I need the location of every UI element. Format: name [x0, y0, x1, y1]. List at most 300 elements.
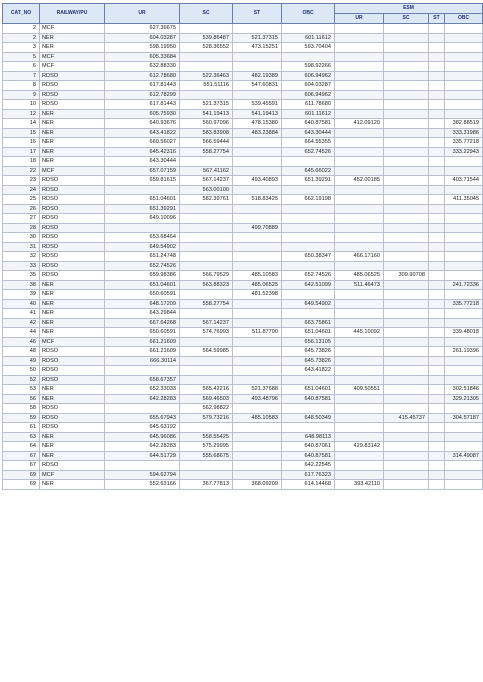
cell-esm-ur — [335, 233, 384, 243]
cell-ur: 643.41822 — [105, 128, 180, 138]
table-row — [3, 385, 483, 395]
cell-st: 539.45591 — [233, 100, 282, 110]
cell-railway-pu: MCF — [40, 24, 105, 34]
cell-esm-sc — [384, 109, 429, 119]
cell-esm-sc — [384, 337, 429, 347]
cell-st — [233, 204, 282, 214]
cell-st: 521.37315 — [233, 33, 282, 43]
cell-railway-pu: MCF — [40, 62, 105, 72]
cell-esm-ur — [335, 33, 384, 43]
cell-ur: 627.36675 — [105, 24, 180, 34]
cell-st: 485.10583 — [233, 413, 282, 423]
cell-cat-no: 30 — [3, 233, 40, 243]
cell-esm-sc — [384, 62, 429, 72]
cell-esm-sc — [384, 233, 429, 243]
cell-ur: 659.98386 — [105, 271, 180, 281]
cell-esm-ur: 485.06525 — [335, 271, 384, 281]
cell-obc: 649.54902 — [282, 299, 335, 309]
table-row — [3, 442, 483, 452]
cell-esm-ur — [335, 309, 384, 319]
cell-sc: 560.97096 — [180, 119, 233, 129]
cell-obc: 593.70404 — [282, 43, 335, 53]
table-row — [3, 185, 483, 195]
table-row — [3, 394, 483, 404]
cell-esm-obc — [445, 223, 483, 233]
cell-esm-sc — [384, 309, 429, 319]
cell-esm-sc — [384, 404, 429, 414]
cell-esm-st — [429, 223, 445, 233]
cell-ur: 651.39291 — [105, 204, 180, 214]
cell-sc: 574.76993 — [180, 328, 233, 338]
cell-st — [233, 299, 282, 309]
cell-esm-obc — [445, 90, 483, 100]
cell-st — [233, 24, 282, 34]
cell-esm-sc — [384, 432, 429, 442]
cell-esm-ur: 466.17160 — [335, 252, 384, 262]
cell-esm-sc — [384, 185, 429, 195]
cell-esm-sc — [384, 81, 429, 91]
cell-st — [233, 90, 282, 100]
cell-cat-no: 53 — [3, 385, 40, 395]
cell-obc — [282, 24, 335, 34]
cell-railway-pu: RDSO — [40, 423, 105, 433]
cell-st — [233, 356, 282, 366]
cell-ur: 652.74526 — [105, 261, 180, 271]
cell-obc: 640.87581 — [282, 451, 335, 461]
header-esm-obc: OBC — [445, 14, 483, 24]
cell-ur: 648.17209 — [105, 299, 180, 309]
table-row — [3, 90, 483, 100]
cell-esm-obc — [445, 43, 483, 53]
cell-esm-st — [429, 185, 445, 195]
table-row — [3, 204, 483, 214]
header-esm-ur: UR — [335, 14, 384, 24]
cell-esm-sc — [384, 461, 429, 471]
table-row — [3, 328, 483, 338]
cell-esm-sc — [384, 451, 429, 461]
cell-esm-obc: 302.51846 — [445, 385, 483, 395]
cell-st — [233, 432, 282, 442]
cell-sc: 564.59985 — [180, 347, 233, 357]
cell-railway-pu: RDSO — [40, 261, 105, 271]
cell-st: 473.15251 — [233, 43, 282, 53]
cell-cat-no: 23 — [3, 176, 40, 186]
cell-ur — [105, 223, 180, 233]
cell-sc — [180, 24, 233, 34]
table-row — [3, 299, 483, 309]
cell-esm-st — [429, 62, 445, 72]
cell-st: 368.09209 — [233, 480, 282, 490]
table-row — [3, 413, 483, 423]
cell-obc — [282, 242, 335, 252]
cell-esm-ur — [335, 204, 384, 214]
cell-esm-ur — [335, 413, 384, 423]
cell-esm-obc — [445, 166, 483, 176]
table-row — [3, 233, 483, 243]
cell-ur: 649.10096 — [105, 214, 180, 224]
cell-esm-sc — [384, 157, 429, 167]
cell-railway-pu: RDSO — [40, 356, 105, 366]
cell-ur: 661.21609 — [105, 337, 180, 347]
cell-esm-ur — [335, 195, 384, 205]
cell-esm-st — [429, 404, 445, 414]
cell-obc — [282, 233, 335, 243]
cell-esm-sc — [384, 328, 429, 338]
cell-esm-sc — [384, 128, 429, 138]
cell-railway-pu: NER — [40, 442, 105, 452]
cell-ur: 632.88330 — [105, 62, 180, 72]
cell-esm-ur — [335, 138, 384, 148]
header-railway-pu: RAILWAY/PU — [40, 4, 105, 24]
cell-st — [233, 375, 282, 385]
cell-st — [233, 166, 282, 176]
table-row — [3, 138, 483, 148]
cell-esm-ur — [335, 62, 384, 72]
cell-ur: 640.93676 — [105, 119, 180, 129]
table-row — [3, 176, 483, 186]
cell-obc — [282, 223, 335, 233]
cell-sc — [180, 309, 233, 319]
cell-esm-st — [429, 461, 445, 471]
table-row — [3, 33, 483, 43]
cell-esm-obc — [445, 252, 483, 262]
cell-sc — [180, 261, 233, 271]
cell-cat-no: 41 — [3, 309, 40, 319]
cell-sc: 579.73216 — [180, 413, 233, 423]
cell-esm-sc — [384, 43, 429, 53]
table-row — [3, 309, 483, 319]
cell-railway-pu: RDSO — [40, 214, 105, 224]
cell-esm-st — [429, 442, 445, 452]
cell-obc: 651.04601 — [282, 385, 335, 395]
cell-sc — [180, 233, 233, 243]
cell-esm-ur — [335, 404, 384, 414]
cell-st: 482.19389 — [233, 71, 282, 81]
cell-esm-sc — [384, 394, 429, 404]
cell-obc: 640.87061 — [282, 442, 335, 452]
cell-sc — [180, 470, 233, 480]
table-row — [3, 404, 483, 414]
cell-cat-no: 26 — [3, 204, 40, 214]
table-row — [3, 261, 483, 271]
cell-esm-st — [429, 470, 445, 480]
cell-railway-pu: NER — [40, 157, 105, 167]
cell-esm-ur: 409.50551 — [335, 385, 384, 395]
cell-railway-pu: NER — [40, 147, 105, 157]
cell-st: 478.15380 — [233, 119, 282, 129]
cell-esm-st — [429, 90, 445, 100]
cell-obc: 606.94962 — [282, 71, 335, 81]
cell-sc: 583.83908 — [180, 128, 233, 138]
cell-st — [233, 157, 282, 167]
cell-esm-sc — [384, 480, 429, 490]
cell-st — [233, 52, 282, 62]
cell-railway-pu: NER — [40, 128, 105, 138]
cell-esm-st — [429, 81, 445, 91]
cell-railway-pu: NER — [40, 318, 105, 328]
cell-esm-ur — [335, 43, 384, 53]
cell-esm-ur — [335, 451, 384, 461]
cell-esm-sc — [384, 470, 429, 480]
cell-railway-pu: NER — [40, 385, 105, 395]
cell-esm-sc — [384, 347, 429, 357]
cell-ur: 645.96086 — [105, 432, 180, 442]
cell-sc: 558.55425 — [180, 432, 233, 442]
cell-obc — [282, 185, 335, 195]
cell-esm-sc — [384, 214, 429, 224]
cell-sc: 567.41162 — [180, 166, 233, 176]
cell-obc: 643.30444 — [282, 128, 335, 138]
cell-obc: 606.94962 — [282, 90, 335, 100]
cell-esm-obc: 241.72336 — [445, 280, 483, 290]
cell-st: 541.19413 — [233, 109, 282, 119]
table-row — [3, 128, 483, 138]
header-cat-no: CAT_NO — [3, 4, 40, 24]
table-row — [3, 43, 483, 53]
cell-railway-pu: RDSO — [40, 233, 105, 243]
cell-esm-sc — [384, 385, 429, 395]
cell-railway-pu: RDSO — [40, 100, 105, 110]
table-row — [3, 100, 483, 110]
cell-esm-sc — [384, 71, 429, 81]
cell-railway-pu: RDSO — [40, 242, 105, 252]
cell-esm-st — [429, 242, 445, 252]
cell-cat-no: 35 — [3, 271, 40, 281]
cell-railway-pu: RDSO — [40, 375, 105, 385]
cell-esm-sc — [384, 147, 429, 157]
table-row — [3, 451, 483, 461]
cell-ur: 645.42316 — [105, 147, 180, 157]
cell-ur: 655.67943 — [105, 413, 180, 423]
cell-sc: 551.51116 — [180, 81, 233, 91]
cell-esm-obc — [445, 157, 483, 167]
cell-obc: 651.39291 — [282, 176, 335, 186]
table-row — [3, 337, 483, 347]
cell-railway-pu: NER — [40, 480, 105, 490]
cell-obc: 652.74526 — [282, 147, 335, 157]
cell-esm-sc — [384, 166, 429, 176]
cell-sc — [180, 204, 233, 214]
cell-esm-obc: 304.57187 — [445, 413, 483, 423]
cell-esm-st — [429, 71, 445, 81]
cell-esm-sc — [384, 356, 429, 366]
table-row — [3, 24, 483, 34]
table-row — [3, 147, 483, 157]
cell-esm-st — [429, 480, 445, 490]
cell-esm-sc — [384, 90, 429, 100]
cell-st: 521.37688 — [233, 385, 282, 395]
cell-railway-pu: MCF — [40, 52, 105, 62]
cell-obc: 601.11612 — [282, 109, 335, 119]
cell-railway-pu: RDSO — [40, 252, 105, 262]
cell-railway-pu: NER — [40, 33, 105, 43]
cell-esm-ur — [335, 290, 384, 300]
cell-railway-pu: MCF — [40, 470, 105, 480]
cell-sc: 582.39761 — [180, 195, 233, 205]
cell-esm-ur — [335, 461, 384, 471]
cell-railway-pu: RDSO — [40, 204, 105, 214]
cell-esm-obc: 333.22943 — [445, 147, 483, 157]
cell-esm-sc — [384, 375, 429, 385]
cell-sc: 367.77813 — [180, 480, 233, 490]
cell-esm-st — [429, 109, 445, 119]
cell-st: 481.52398 — [233, 290, 282, 300]
cell-st — [233, 138, 282, 148]
cell-esm-obc — [445, 271, 483, 281]
cell-esm-obc — [445, 214, 483, 224]
cell-st — [233, 252, 282, 262]
cell-esm-st — [429, 423, 445, 433]
cell-esm-ur — [335, 337, 384, 347]
cell-railway-pu: RDSO — [40, 461, 105, 471]
cell-esm-st — [429, 356, 445, 366]
cell-ur: 659.81615 — [105, 176, 180, 186]
cell-esm-st — [429, 24, 445, 34]
cell-esm-sc — [384, 290, 429, 300]
cell-esm-obc — [445, 185, 483, 195]
cell-st — [233, 309, 282, 319]
cell-obc: 645.73826 — [282, 356, 335, 366]
header-ur: UR — [105, 4, 180, 24]
table-row — [3, 271, 483, 281]
table-row — [3, 166, 483, 176]
cell-ur: 604.03287 — [105, 33, 180, 43]
cell-st — [233, 451, 282, 461]
cell-esm-obc — [445, 423, 483, 433]
cell-esm-st — [429, 252, 445, 262]
cell-esm-obc: 261.19396 — [445, 347, 483, 357]
cell-esm-obc — [445, 109, 483, 119]
cell-sc — [180, 375, 233, 385]
cell-esm-obc: 403.71544 — [445, 176, 483, 186]
cell-ur: 660.56027 — [105, 138, 180, 148]
cell-esm-ur — [335, 423, 384, 433]
cell-esm-sc — [384, 195, 429, 205]
cell-st: 493.40893 — [233, 176, 282, 186]
cell-esm-obc: 335.77218 — [445, 299, 483, 309]
cell-esm-st — [429, 100, 445, 110]
cell-cat-no: 12 — [3, 109, 40, 119]
cell-sc: 566.79529 — [180, 271, 233, 281]
cell-obc: 614.14468 — [282, 480, 335, 490]
cell-cat-no: 24 — [3, 185, 40, 195]
table-body — [3, 24, 483, 490]
table-row — [3, 461, 483, 471]
table-row — [3, 119, 483, 129]
cell-esm-obc — [445, 290, 483, 300]
cell-esm-st — [429, 261, 445, 271]
cell-ur: 617.81443 — [105, 81, 180, 91]
cell-ur: 653.68464 — [105, 233, 180, 243]
cell-obc — [282, 157, 335, 167]
cell-esm-ur — [335, 166, 384, 176]
cell-esm-st — [429, 318, 445, 328]
cell-cat-no: 16 — [3, 138, 40, 148]
cell-esm-ur: 429.83142 — [335, 442, 384, 452]
cell-obc: 650.38347 — [282, 252, 335, 262]
cell-st: 485.06525 — [233, 280, 282, 290]
cell-sc: 567.14237 — [180, 318, 233, 328]
cell-sc — [180, 423, 233, 433]
cell-esm-ur: 412.09120 — [335, 119, 384, 129]
cell-railway-pu: RDSO — [40, 195, 105, 205]
cell-esm-ur — [335, 375, 384, 385]
cell-esm-obc: 314.49087 — [445, 451, 483, 461]
table-row — [3, 252, 483, 262]
table-row — [3, 432, 483, 442]
cell-esm-ur: 511.46473 — [335, 280, 384, 290]
cell-st — [233, 347, 282, 357]
cell-esm-st — [429, 309, 445, 319]
cell-cat-no: 61 — [3, 423, 40, 433]
cell-st: 511.87790 — [233, 328, 282, 338]
cell-esm-sc — [384, 442, 429, 452]
cell-esm-st — [429, 451, 445, 461]
cell-esm-st — [429, 195, 445, 205]
cell-sc: 555.68675 — [180, 451, 233, 461]
table-row — [3, 71, 483, 81]
cell-railway-pu: RDSO — [40, 176, 105, 186]
cell-esm-ur — [335, 71, 384, 81]
cell-esm-st — [429, 147, 445, 157]
cell-cat-no: 49 — [3, 356, 40, 366]
cell-ur: 617.81443 — [105, 100, 180, 110]
cell-railway-pu: RDSO — [40, 185, 105, 195]
cell-railway-pu: NER — [40, 451, 105, 461]
cell-esm-ur: 452.00185 — [335, 176, 384, 186]
cell-obc: 664.55355 — [282, 138, 335, 148]
cell-esm-st — [429, 347, 445, 357]
cell-sc: 567.14237 — [180, 176, 233, 186]
cell-esm-ur — [335, 100, 384, 110]
cell-st — [233, 318, 282, 328]
cell-esm-st — [429, 385, 445, 395]
cell-sc — [180, 157, 233, 167]
cell-cat-no: 14 — [3, 119, 40, 129]
cell-esm-obc — [445, 356, 483, 366]
cell-obc: 640.87581 — [282, 119, 335, 129]
cell-ur: 644.51729 — [105, 451, 180, 461]
cell-esm-sc: 415.45737 — [384, 413, 429, 423]
table-row — [3, 423, 483, 433]
cell-obc: 663.75861 — [282, 318, 335, 328]
cell-esm-ur — [335, 261, 384, 271]
cell-esm-st — [429, 290, 445, 300]
cell-ur: 612.78680 — [105, 71, 180, 81]
table-row — [3, 470, 483, 480]
cell-st: 547.60831 — [233, 81, 282, 91]
cell-esm-sc — [384, 100, 429, 110]
cell-ur: 598.19950 — [105, 43, 180, 53]
cell-esm-ur: 445.10092 — [335, 328, 384, 338]
cell-esm-sc — [384, 318, 429, 328]
cell-obc — [282, 52, 335, 62]
cell-esm-ur — [335, 157, 384, 167]
header-esm-st: ST — [429, 14, 445, 24]
cell-obc: 645.73826 — [282, 347, 335, 357]
cell-esm-sc — [384, 119, 429, 129]
header-esm-sc: SC — [384, 14, 429, 24]
cell-esm-ur — [335, 470, 384, 480]
table-row — [3, 356, 483, 366]
cell-sc — [180, 252, 233, 262]
cell-obc — [282, 309, 335, 319]
cell-sc — [180, 214, 233, 224]
cell-obc — [282, 261, 335, 271]
cell-cat-no: 6 — [3, 62, 40, 72]
cell-esm-ur — [335, 366, 384, 376]
cell-esm-st — [429, 432, 445, 442]
